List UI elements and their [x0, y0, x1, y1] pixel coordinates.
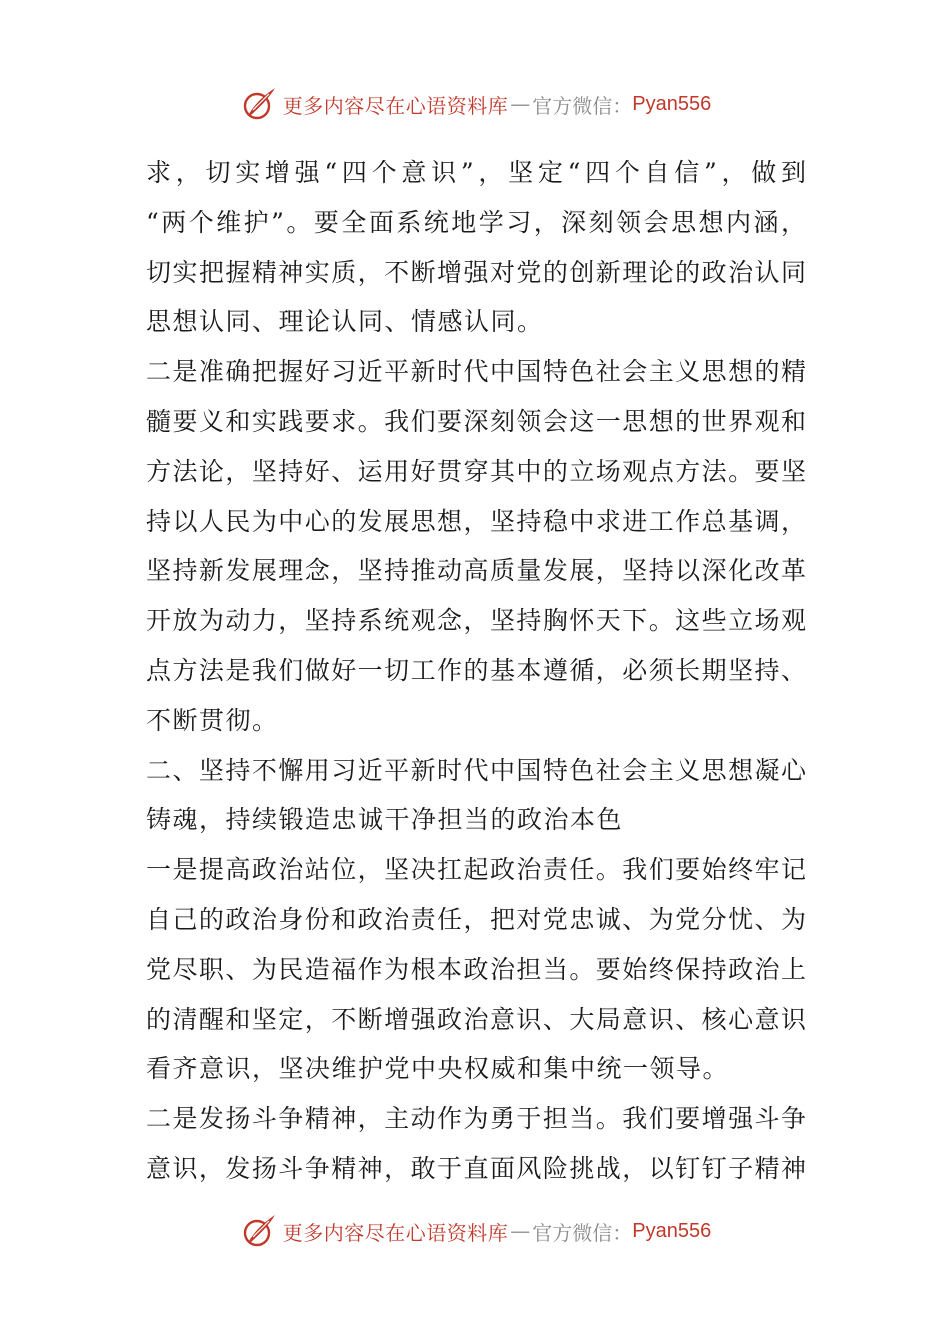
text-line: 求，切实增强“四个意识”，坚定“四个自信”，做到: [146, 158, 806, 187]
text-line: 开放为动力，坚持系统观念，坚持胸怀天下。这些立场观: [146, 606, 806, 636]
footer-watermark: [0, 1209, 950, 1253]
watermark-official-label: 官方微信：: [532, 1220, 633, 1245]
text-line: 切实把握精神实质，不断增强对党的创新理论的政治认同: [146, 257, 806, 287]
text-line: 持以人民为中心的发展思想，坚持稳中求进工作总基调，: [146, 506, 806, 536]
header-watermark: [0, 82, 950, 126]
watermark-text: 更多内容尽在心语资料库: [282, 1220, 509, 1245]
text-line: 意识，发扬斗争精神，敢于直面风险挑战，以钉钉子精神: [146, 1153, 806, 1183]
text-line: 二、坚持不懈用习近平新时代中国特色社会主义思想凝心: [146, 755, 806, 785]
watermark-wechat-id: Pyan556: [632, 1219, 712, 1242]
watermark-text: 更多内容尽在心语资料库: [282, 93, 509, 118]
text-line: 一是提高政治站位，坚决扛起政治责任。我们要始终牢记: [146, 855, 806, 885]
text-line: 不断贯彻。: [146, 705, 279, 735]
watermark-official-label: 官方微信：: [532, 93, 633, 118]
document-body: [146, 148, 806, 1194]
text-line: 看齐意识，坚决维护党中央权威和集中统一领导。: [146, 1054, 730, 1084]
text-line: 方法论，坚持好、运用好贯穿其中的立场观点方法。要坚: [146, 456, 806, 486]
text-line: 坚持新发展理念，坚持推动高质量发展，坚持以深化改革: [146, 556, 806, 586]
text-line: 二是发扬斗争精神，主动作为勇于担当。我们要增强斗争: [146, 1104, 806, 1134]
text-line: 铸魂，持续锻造忠诚干净担当的政治本色: [146, 805, 624, 835]
text-line: 髓要义和实践要求。我们要深刻领会这一思想的世界观和: [146, 406, 806, 436]
text-line: “两个维护”。要全面系统地学习，深刻领会思想内涵，: [146, 207, 806, 237]
watermark-wechat-id: Pyan556: [632, 92, 712, 115]
quill-logo-icon: [239, 84, 279, 124]
watermark-dash: —: [510, 1219, 531, 1243]
watermark-dash: —: [510, 92, 531, 116]
text-line: 自己的政治身份和政治责任，把对党忠诚、为党分忧、为: [146, 904, 806, 934]
text-line: 的清醒和坚定，不断增强政治意识、大局意识、核心意识: [146, 1004, 806, 1034]
quill-logo-icon: [239, 1211, 279, 1251]
text-line: 二是准确把握好习近平新时代中国特色社会主义思想的精: [146, 357, 806, 387]
text-line: 党尽职、为民造福作为根本政治担当。要始终保持政治上: [146, 954, 806, 984]
text-line: 思想认同、理论认同、情感认同。: [146, 307, 544, 337]
text-line: 点方法是我们做好一切工作的基本遵循，必须长期坚持、: [146, 655, 806, 685]
